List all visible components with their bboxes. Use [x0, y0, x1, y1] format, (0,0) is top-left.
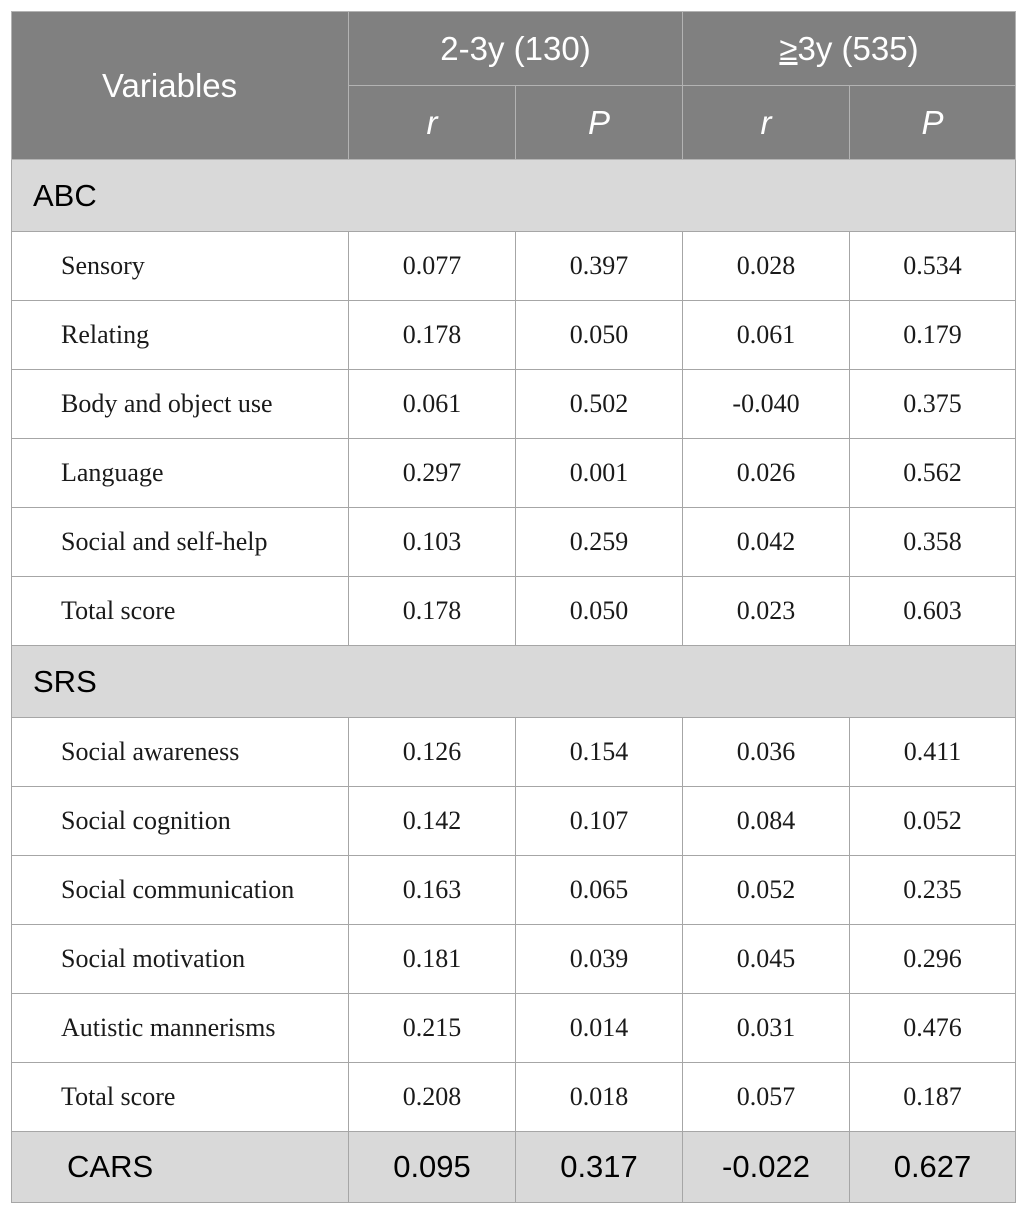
row-label: Social cognition: [12, 787, 349, 856]
cell-value: 0.358: [850, 508, 1016, 577]
cell-value: 0.163: [349, 856, 516, 925]
row-label: Sensory: [12, 232, 349, 301]
header-row-1: [12, 12, 1016, 86]
table-row: [12, 787, 1016, 856]
cell-value: -0.040: [683, 370, 850, 439]
section-title: ABC: [12, 160, 1016, 232]
group1-header: 2-3y (130): [349, 12, 683, 86]
table-row: [12, 856, 1016, 925]
cell-value: 0.061: [349, 370, 516, 439]
table-row: [12, 994, 1016, 1063]
cell-value: 0.297: [349, 439, 516, 508]
cell-value: 0.095: [349, 1132, 516, 1203]
cell-value: 0.603: [850, 577, 1016, 646]
correlation-table: [11, 11, 1016, 1203]
row-label: Relating: [12, 301, 349, 370]
cell-value: 0.375: [850, 370, 1016, 439]
row-label: Social communication: [12, 856, 349, 925]
cell-value: 0.215: [349, 994, 516, 1063]
table-row: [12, 370, 1016, 439]
cell-value: 0.050: [516, 577, 683, 646]
row-label: Social awareness: [12, 718, 349, 787]
table-row: [12, 1063, 1016, 1132]
row-label: Body and object use: [12, 370, 349, 439]
cell-value: 0.103: [349, 508, 516, 577]
cell-value: 0.107: [516, 787, 683, 856]
cell-value: 0.042: [683, 508, 850, 577]
cell-value: 0.045: [683, 925, 850, 994]
table-row: [12, 718, 1016, 787]
cell-value: 0.179: [850, 301, 1016, 370]
table-body: [12, 160, 1016, 1203]
row-label: Autistic mannerisms: [12, 994, 349, 1063]
cell-value: 0.259: [516, 508, 683, 577]
cell-value: 0.077: [349, 232, 516, 301]
row-label: CARS: [12, 1132, 349, 1203]
variables-header: Variables: [12, 12, 349, 160]
cars-row: [12, 1132, 1016, 1203]
table-row: [12, 925, 1016, 994]
cell-value: 0.065: [516, 856, 683, 925]
cell-value: 0.181: [349, 925, 516, 994]
cell-value: 0.014: [516, 994, 683, 1063]
row-label: Social motivation: [12, 925, 349, 994]
cell-value: 0.142: [349, 787, 516, 856]
cell-value: 0.031: [683, 994, 850, 1063]
table-row: [12, 301, 1016, 370]
cell-value: 0.036: [683, 718, 850, 787]
cell-value: 0.317: [516, 1132, 683, 1203]
cell-value: 0.028: [683, 232, 850, 301]
cell-value: 0.052: [683, 856, 850, 925]
cell-value: -0.022: [683, 1132, 850, 1203]
cell-value: 0.296: [850, 925, 1016, 994]
cell-value: 0.235: [850, 856, 1016, 925]
cell-value: 0.050: [516, 301, 683, 370]
cell-value: 0.502: [516, 370, 683, 439]
row-label: Social and self-help: [12, 508, 349, 577]
cell-value: 0.476: [850, 994, 1016, 1063]
section-title: SRS: [12, 646, 1016, 718]
cell-value: 0.178: [349, 301, 516, 370]
group1-r-header: r: [349, 86, 516, 160]
cell-value: 0.627: [850, 1132, 1016, 1203]
section-row-srs: [12, 646, 1016, 718]
table-row: [12, 439, 1016, 508]
cell-value: 0.061: [683, 301, 850, 370]
table-row: [12, 577, 1016, 646]
cell-value: 0.397: [516, 232, 683, 301]
cell-value: 0.187: [850, 1063, 1016, 1132]
group2-p-header: P: [850, 86, 1016, 160]
row-label: Language: [12, 439, 349, 508]
table-container: [11, 11, 1016, 1203]
cell-value: 0.178: [349, 577, 516, 646]
cell-value: 0.026: [683, 439, 850, 508]
group2-header-text: 3y (535): [797, 29, 919, 67]
cell-value: 0.018: [516, 1063, 683, 1132]
cell-value: 0.126: [349, 718, 516, 787]
cell-value: 0.208: [349, 1063, 516, 1132]
geq-symbol: ≥: [779, 29, 798, 67]
table-row: [12, 232, 1016, 301]
cell-value: 0.154: [516, 718, 683, 787]
table-row: [12, 508, 1016, 577]
cell-value: 0.039: [516, 925, 683, 994]
row-label: Total score: [12, 577, 349, 646]
group1-p-header: P: [516, 86, 683, 160]
section-row-abc: [12, 160, 1016, 232]
group2-header: [683, 12, 1016, 86]
group2-r-header: r: [683, 86, 850, 160]
cell-value: 0.052: [850, 787, 1016, 856]
cell-value: 0.001: [516, 439, 683, 508]
row-label: Total score: [12, 1063, 349, 1132]
cell-value: 0.411: [850, 718, 1016, 787]
cell-value: 0.023: [683, 577, 850, 646]
cell-value: 0.057: [683, 1063, 850, 1132]
cell-value: 0.084: [683, 787, 850, 856]
cell-value: 0.534: [850, 232, 1016, 301]
cell-value: 0.562: [850, 439, 1016, 508]
